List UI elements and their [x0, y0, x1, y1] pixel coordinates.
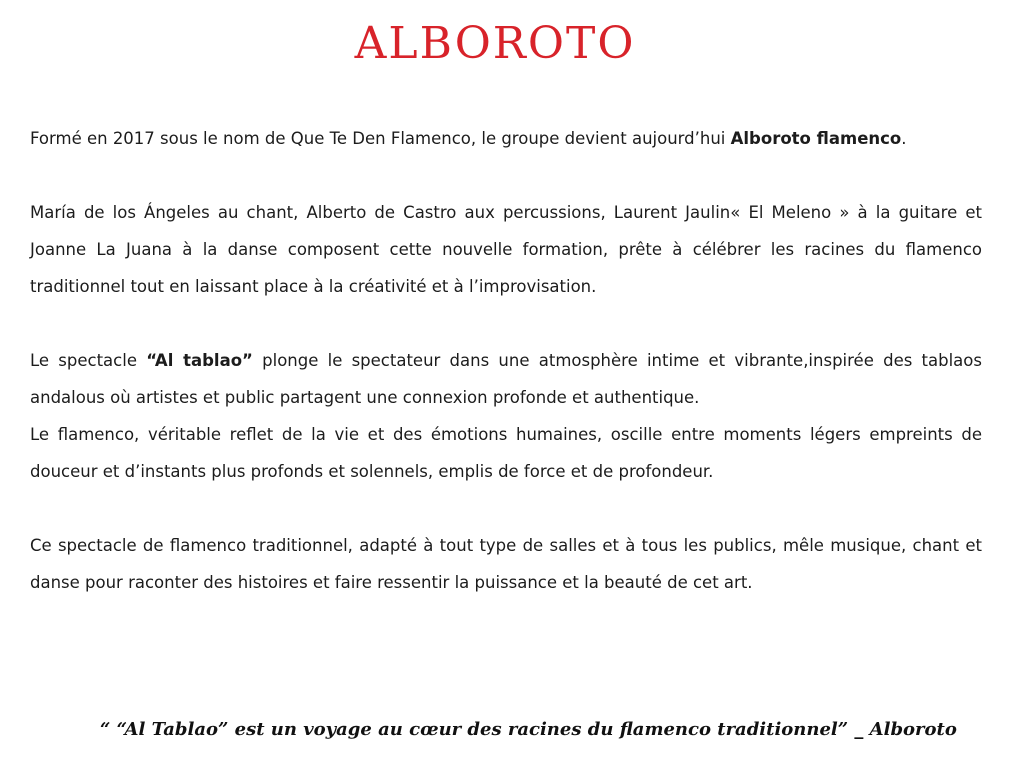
paragraph-gap	[30, 157, 982, 194]
paragraph-members: María de los Ángeles au chant, Alberto de Castro aux percussions, Laurent Jaulin« El Meleno » à la guitare et Joanne La Juana à la danse composent cette nouvelle formation, prête à célébrer les racines du flamenco traditionnel tout en laissant place à la créativité et à l’improvisation.	[30, 203, 982, 296]
intro-bold-name: Alboroto flamenco	[730, 129, 902, 148]
intro-end: .	[901, 129, 907, 148]
paragraph-flamenco: Le flamenco, véritable reflet de la vie et des émotions humaines, oscille entre moments légers empreints de douceur et d’instants plus profonds et solennels, emplis de force et de profondeur.	[30, 425, 982, 481]
show-text-start: Le spectacle	[30, 351, 147, 370]
show-bold-title: “Al tablao”	[146, 351, 253, 370]
paragraph-intro	[30, 120, 982, 157]
page-title: ALBOROTO	[354, 18, 636, 69]
paragraph-gap	[30, 490, 982, 527]
intro-text: Formé en 2017 sous le nom de Que Te Den Flamenco, le groupe devient aujourd’hui	[30, 129, 731, 148]
paragraph-gap	[30, 305, 982, 342]
show-text-end: plonge le spectateur dans une atmosphère intime et vibrante,inspirée des tablaos andalous où artistes et public partagent une connexion profonde et authentique.	[30, 351, 982, 407]
body-text	[30, 120, 982, 601]
closing-quote: “ “Al Tablao” est un voyage au cœur des racines du flamenco traditionnel” _ Alboroto	[100, 719, 957, 740]
paragraph-show	[30, 342, 982, 416]
paragraph-closing: Ce spectacle de flamenco traditionnel, adapté à tout type de salles et à tous les publics, mêle musique, chant et danse pour raconter des histoires et faire ressentir la puissance et la beauté de cet art.	[30, 536, 982, 592]
